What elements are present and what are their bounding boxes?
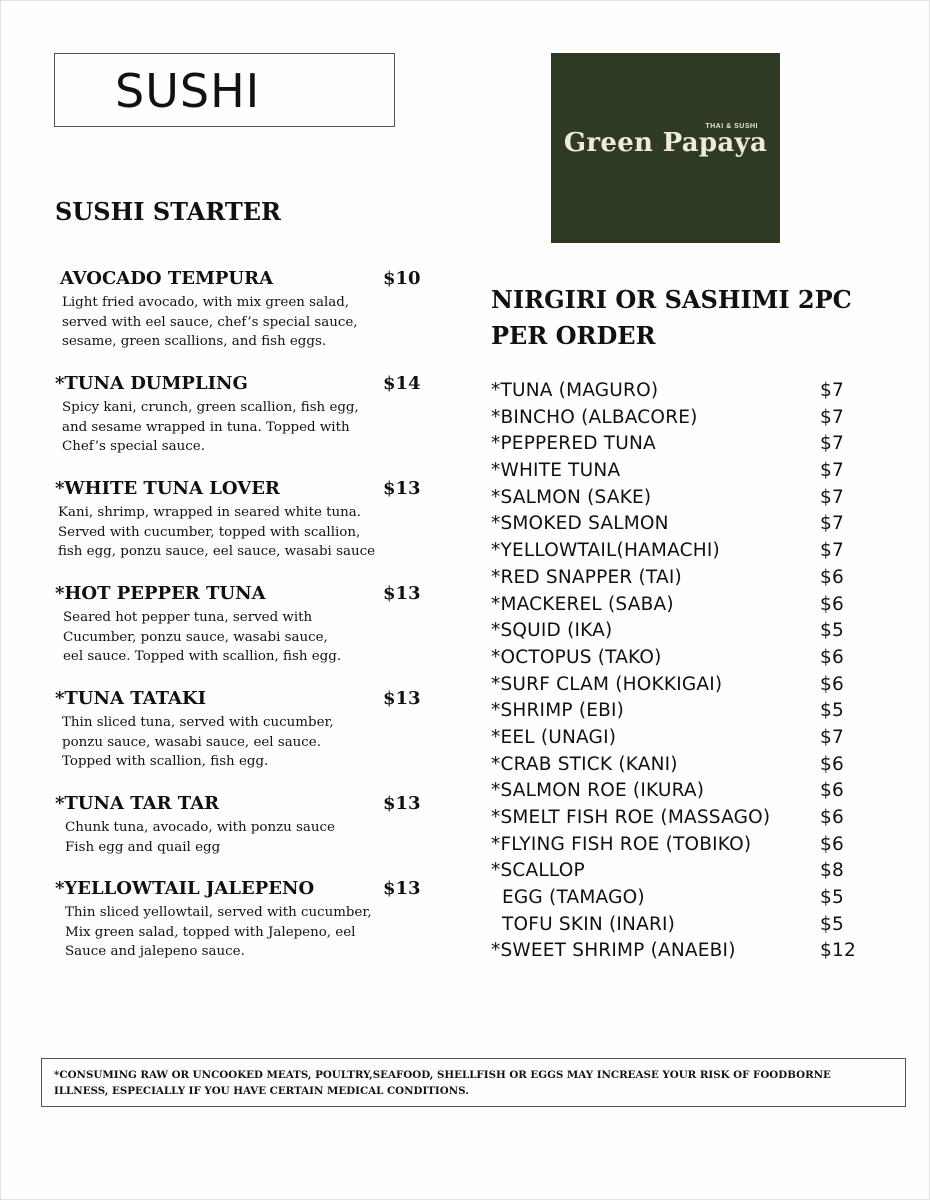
nigiri-heading-line2: PER ORDER <box>491 321 656 350</box>
nigiri-item-name: *SCALLOP <box>491 860 585 882</box>
page-title-box <box>54 53 395 127</box>
starter-item-description-line: sesame, green scallions, and fish eggs. <box>62 334 327 349</box>
nigiri-item <box>491 405 891 432</box>
nigiri-heading-line1: NIRGIRI OR SASHIMI 2PC <box>491 285 852 314</box>
nigiri-item-price: $7 <box>820 540 844 562</box>
nigiri-item <box>491 672 891 699</box>
starter-item-description-line: Kani, shrimp, wrapped in seared white tuna. <box>58 505 362 520</box>
starter-item-name: *YELLOWTAIL JALEPENO <box>55 878 315 899</box>
nigiri-item-price: $6 <box>820 566 844 588</box>
starter-item-name: AVOCADO TEMPURA <box>60 268 274 289</box>
nigiri-item-name: *SALMON ROE (IKURA) <box>491 780 705 802</box>
nigiri-item-name: *SHRIMP (EBI) <box>491 700 625 722</box>
nigiri-item-price: $7 <box>820 406 844 428</box>
nigiri-item-price: $5 <box>820 700 844 722</box>
nigiri-item-name: *YELLOWTAIL(HAMACHI) <box>491 540 720 562</box>
nigiri-item <box>491 805 891 832</box>
nigiri-item <box>491 645 891 672</box>
nigiri-item <box>491 511 891 538</box>
nigiri-item-name: *SMELT FISH ROE (MASSAGO) <box>491 807 771 828</box>
starter-item-name: *TUNA DUMPLING <box>55 373 248 394</box>
page-title: SUSHI <box>115 64 261 118</box>
nigiri-item-name: *MACKEREL (SABA) <box>491 593 674 615</box>
nigiri-item <box>491 618 891 645</box>
starter-item-description-line: Served with cucumber, topped with scallion, <box>58 524 361 540</box>
nigiri-list <box>491 378 891 965</box>
starter-item-description-line: Fish egg and quail egg <box>65 839 221 855</box>
nigiri-item <box>491 485 891 512</box>
nigiri-item-price: $6 <box>820 646 844 668</box>
logo-tagline: THAI & SUSHI <box>705 123 758 130</box>
nigiri-item-price: $8 <box>820 860 844 882</box>
starter-item-name: *TUNA TAR TAR <box>55 793 220 814</box>
nigiri-item <box>491 431 891 458</box>
starter-item-description-line: and sesame wrapped in tuna. Topped with <box>62 419 350 435</box>
nigiri-item-name: TOFU SKIN (INARI) <box>502 913 676 935</box>
nigiri-item-price: $7 <box>820 513 844 535</box>
starter-item-name: *TUNA TATAKI <box>55 688 207 709</box>
nigiri-item-price: $6 <box>820 807 844 828</box>
starter-item-price: $13 <box>383 878 421 899</box>
starter-item-price: $13 <box>383 583 421 604</box>
starter-item-description-line: Chef’s special sauce. <box>62 439 205 454</box>
health-notice <box>41 1058 906 1107</box>
starter-item-description-line: Mix green salad, topped with Jalepeno, eel <box>65 924 356 940</box>
nigiri-item <box>491 592 891 619</box>
nigiri-item-price: $7 <box>820 460 844 482</box>
nigiri-item-price: $6 <box>820 753 844 775</box>
nigiri-item-price: $7 <box>820 726 844 748</box>
starter-item-price: $13 <box>383 478 421 499</box>
starter-item-description-line: eel sauce. Topped with scallion, fish egg. <box>63 649 342 664</box>
nigiri-item <box>491 938 891 965</box>
starter-item-description-line: Chunk tuna, avocado, with ponzu sauce <box>65 820 335 835</box>
nigiri-item-name: *EEL (UNAGI) <box>491 726 617 748</box>
starter-item-description-line: Spicy kani, crunch, green scallion, fish egg, <box>62 400 359 415</box>
starter-item-description-line: Topped with scallion, fish egg. <box>62 754 269 769</box>
starter-item-description-line: Light fried avocado, with mix green salad, <box>62 295 350 310</box>
nigiri-item <box>491 858 891 885</box>
restaurant-logo <box>551 53 780 243</box>
nigiri-item <box>491 885 891 912</box>
starter-item-price: $14 <box>383 373 421 394</box>
nigiri-item <box>491 725 891 752</box>
starter-item-price: $13 <box>383 688 421 709</box>
nigiri-item-price: $12 <box>820 940 856 962</box>
nigiri-item-name: *SMOKED SALMON <box>491 513 669 535</box>
nigiri-item-price: $6 <box>820 673 844 695</box>
starter-item-price: $13 <box>383 793 421 814</box>
nigiri-item-price: $6 <box>820 593 844 615</box>
nigiri-item <box>491 832 891 859</box>
starter-item-name: *HOT PEPPER TUNA <box>55 583 266 604</box>
starter-item-description-line: Thin sliced tuna, served with cucumber, <box>62 715 334 730</box>
nigiri-item-name: *RED SNAPPER (TAI) <box>491 566 682 588</box>
logo-brand-name: Green Papaya <box>563 128 768 158</box>
nigiri-item-price: $5 <box>820 620 844 642</box>
nigiri-item-name: *SURF CLAM (HOKKIGAI) <box>491 673 723 695</box>
nigiri-item <box>491 458 891 485</box>
health-notice-line1: *CONSUMING RAW OR UNCOOKED MEATS, POULTRY,SEAFOOD, SHELLFISH OR EGGS MAY INCREASE YOUR RISK OF FOODBORNE <box>54 1069 831 1081</box>
nigiri-item-name: *CRAB STICK (KANI) <box>491 753 678 775</box>
nigiri-item-name: *TUNA (MAGURO) <box>491 380 659 401</box>
nigiri-section-heading <box>491 282 891 354</box>
nigiri-item-price: $6 <box>820 833 844 855</box>
nigiri-item <box>491 778 891 805</box>
nigiri-item-name: *WHITE TUNA <box>491 460 621 482</box>
starter-item-name: *WHITE TUNA LOVER <box>55 478 280 499</box>
nigiri-item-name: *SALMON (SAKE) <box>491 486 652 508</box>
nigiri-item-name: *PEPPERED TUNA <box>491 433 656 455</box>
starter-item-description-line: served with eel sauce, chef’s special sauce, <box>62 314 358 330</box>
starter-item-description-line: Cucumber, ponzu sauce, wasabi sauce, <box>63 629 328 645</box>
starter-section-heading: SUSHI STARTER <box>55 197 281 226</box>
nigiri-item <box>491 752 891 779</box>
nigiri-item <box>491 912 891 939</box>
nigiri-item-price: $7 <box>820 486 844 508</box>
nigiri-item-name: *FLYING FISH ROE (TOBIKO) <box>491 833 752 855</box>
starter-item-description-line: Seared hot pepper tuna, served with <box>63 610 313 625</box>
nigiri-item <box>491 538 891 565</box>
nigiri-item <box>491 378 891 405</box>
nigiri-item <box>491 698 891 725</box>
nigiri-item <box>491 565 891 592</box>
nigiri-item-price: $5 <box>820 913 844 935</box>
nigiri-item-name: *SWEET SHRIMP (ANAEBI) <box>491 940 736 962</box>
nigiri-item-name: *SQUID (IKA) <box>491 620 613 642</box>
nigiri-item-name: EGG (TAMAGO) <box>502 887 645 909</box>
nigiri-item-price: $7 <box>820 433 844 455</box>
nigiri-item-price: $5 <box>820 887 844 909</box>
nigiri-item-name: *BINCHO (ALBACORE) <box>491 406 698 428</box>
health-notice-line2: ILLNESS, ESPECIALLY IF YOU HAVE CERTAIN MEDICAL CONDITIONS. <box>54 1085 469 1097</box>
nigiri-item-price: $7 <box>820 380 844 401</box>
starter-item-price: $10 <box>383 268 421 289</box>
nigiri-item-name: *OCTOPUS (TAKO) <box>491 646 662 668</box>
starter-item-description-line: Thin sliced yellowtail, served with cucumber, <box>65 905 372 920</box>
starter-item-description-line: ponzu sauce, wasabi sauce, eel sauce. <box>62 734 321 750</box>
nigiri-item-price: $6 <box>820 780 844 802</box>
starter-item-description-line: fish egg, ponzu sauce, eel sauce, wasabi sauce <box>58 544 375 559</box>
starter-item-description-line: Sauce and jalepeno sauce. <box>65 944 245 959</box>
